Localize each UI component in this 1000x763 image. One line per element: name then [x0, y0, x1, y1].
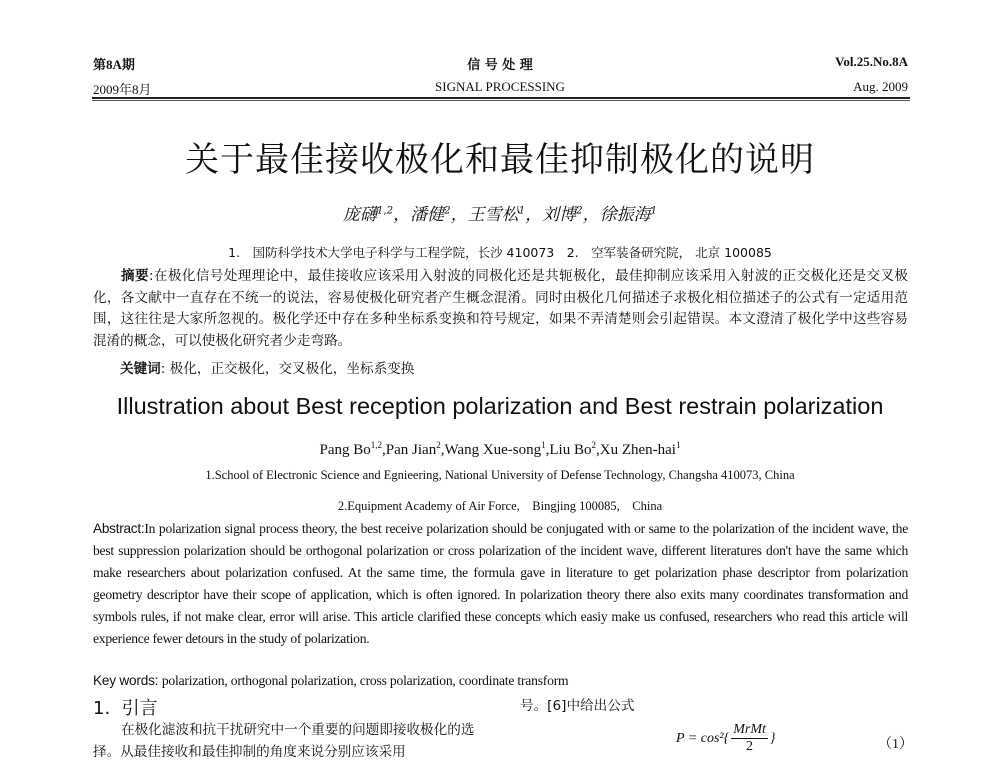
- author: [600, 205, 657, 225]
- author-name: 徐振海: [599, 205, 651, 225]
- issue-date-cn: 2009年8月: [93, 82, 152, 97]
- author-name: Xu Zhen-hai: [599, 442, 676, 458]
- abstract-text-cn: :在极化信号处理理论中，最佳接收应该采用入射波的同极化还是共轭极化，最佳抑制应该采用入射波的正交极化还是交叉极化，各文献中一直存在不统一的说法，容易使极化研究者产生概念混淆。同时由极化几何描述子求极化相位描述子的公式有一定适用范围，这往往是大家所忽视的。极化学还中存在多种坐标系变换和符号规定，如果不弄清楚则会引起错误。本文澄清了极化学中这些容易混淆的概念，可以使极化研究者少走弯路。: [93, 268, 909, 349]
- right-column-text: 号。[6]中给出公式: [520, 698, 635, 714]
- author-affiliation-mark: 1: [541, 440, 546, 450]
- author-name: Wang Xue-song: [444, 442, 542, 458]
- section-title: 引言: [121, 698, 158, 719]
- abstract-text-en: In polarization signal process theory, the best receive polarization should be conjugated with or same to the polarization of the incident wave, the best suppression polarization should be orthogonal polarization or cross polarization of the incident wave, different literatures don't have the same which make researchers about polarization confused. At the same time, the formula gave in literature to get polarization phase descriptor from polarization geometry descriptor have their scope of application, which is often ignored. In polarization theory there also exits many coordinates transformation and symbols rules, if not make clear, error will arise. This article clarified these concepts which easiy make us confused, researchers who read this article will experience fewer detours in the study of polarization.: [93, 521, 908, 646]
- affiliation-1-en: 1.School of Electronic Science and Egnieering, National University of Defense Technology, Changsha 410073, China: [205, 468, 795, 482]
- affiliation-2-en: 2.Equipment Academy of Air Force, Bingjing 100085, China: [337, 499, 663, 513]
- author-list-cn: 庞礴$^{1,2}$，潘健$^2$，王雪松$^1$，刘博$^2$，徐振海$^1$: [342, 205, 658, 225]
- author-name: 庞礴: [342, 205, 377, 225]
- author-affiliation-mark: 2: [436, 440, 441, 450]
- section-number: 1.: [93, 698, 111, 719]
- author: [444, 442, 545, 458]
- author: [468, 205, 525, 225]
- abstract-label-cn: 摘要: [121, 268, 149, 284]
- author-name: 刘博: [542, 205, 577, 225]
- author-name: 王雪松: [467, 205, 519, 225]
- author-affiliation-mark: 2: [591, 440, 596, 450]
- formula-numerator: MrMt: [733, 722, 766, 737]
- formula-rhs: }: [769, 730, 776, 746]
- author: [542, 205, 582, 225]
- abstract-label-en: Abstract:: [93, 521, 145, 536]
- keywords-label-en: Key words:: [93, 673, 162, 688]
- author: [600, 442, 681, 458]
- author-affiliation-mark: 1: [650, 205, 658, 217]
- abstract-en: [93, 518, 908, 650]
- author-name: Pang Bo: [319, 442, 371, 458]
- formula-lhs: P = cos²{: [676, 730, 730, 746]
- journal-name-cn: 信 号 处 理: [467, 58, 533, 73]
- author-affiliation-mark: 2: [444, 205, 451, 217]
- author-affiliation-mark: 2: [576, 205, 583, 217]
- section-heading: [93, 694, 158, 720]
- author-affiliation-mark: 1,2: [376, 205, 394, 217]
- author: [320, 442, 383, 458]
- author-affiliation-mark: 1: [675, 440, 681, 450]
- issue-date-en: Aug. 2009: [853, 79, 908, 94]
- intro-paragraph: 在极化滤波和抗干扰研究中一个重要的问题即接收极化的选择。从最佳接收和最佳抑制的角度来说分别应该采用: [93, 722, 475, 760]
- paper-title-en: Illustration about Best reception polarization and Best restrain polarization: [116, 393, 884, 419]
- paper-title-cn: 关于最佳接收极化和最佳抑制极化的说明: [185, 140, 815, 180]
- author: [343, 205, 393, 225]
- keywords-text-cn: : 极化，正交极化，交叉极化，坐标系变换: [160, 361, 415, 377]
- formula-fraction: [731, 722, 768, 755]
- author: [549, 442, 596, 458]
- author: [410, 205, 450, 225]
- equation-1: [676, 722, 776, 755]
- author: [386, 442, 441, 458]
- keywords-en: [93, 673, 568, 689]
- volume-number: Vol.25.No.8A: [835, 54, 908, 69]
- header-rule: [92, 97, 910, 99]
- formula-denominator: 2: [746, 739, 754, 754]
- issue-number: 第8A期: [93, 57, 135, 72]
- keywords-text-en: polarization, orthogonal polarization, cross polarization, coordinate transform: [161, 673, 569, 688]
- author-name: Pan Jian: [385, 442, 437, 458]
- author-affiliation-mark: 1,2: [370, 440, 383, 450]
- keywords-cn: [120, 357, 414, 377]
- equation-number: （1）: [878, 737, 913, 752]
- header-rule-thin: [92, 100, 910, 101]
- author-affiliation-mark: 1: [518, 205, 526, 217]
- affiliations-cn: 1. 国防科学技术大学电子科学与工程学院，长沙 410073 2. 空军装备研究院， 北京 100085: [228, 245, 772, 260]
- journal-name-en: SIGNAL PROCESSING: [435, 79, 565, 94]
- author-list-en: Pang Bo$^{1,2}$,Pan Jian$^2$,Wang Xue-song$^1$,Liu Bo$^2$,Xu Zhen-hai$^1$: [319, 440, 681, 458]
- keywords-label-cn: 关键词: [120, 361, 161, 377]
- author-name: Liu Bo: [549, 442, 592, 458]
- abstract-cn: [93, 266, 908, 352]
- author-name: 潘健: [410, 205, 445, 225]
